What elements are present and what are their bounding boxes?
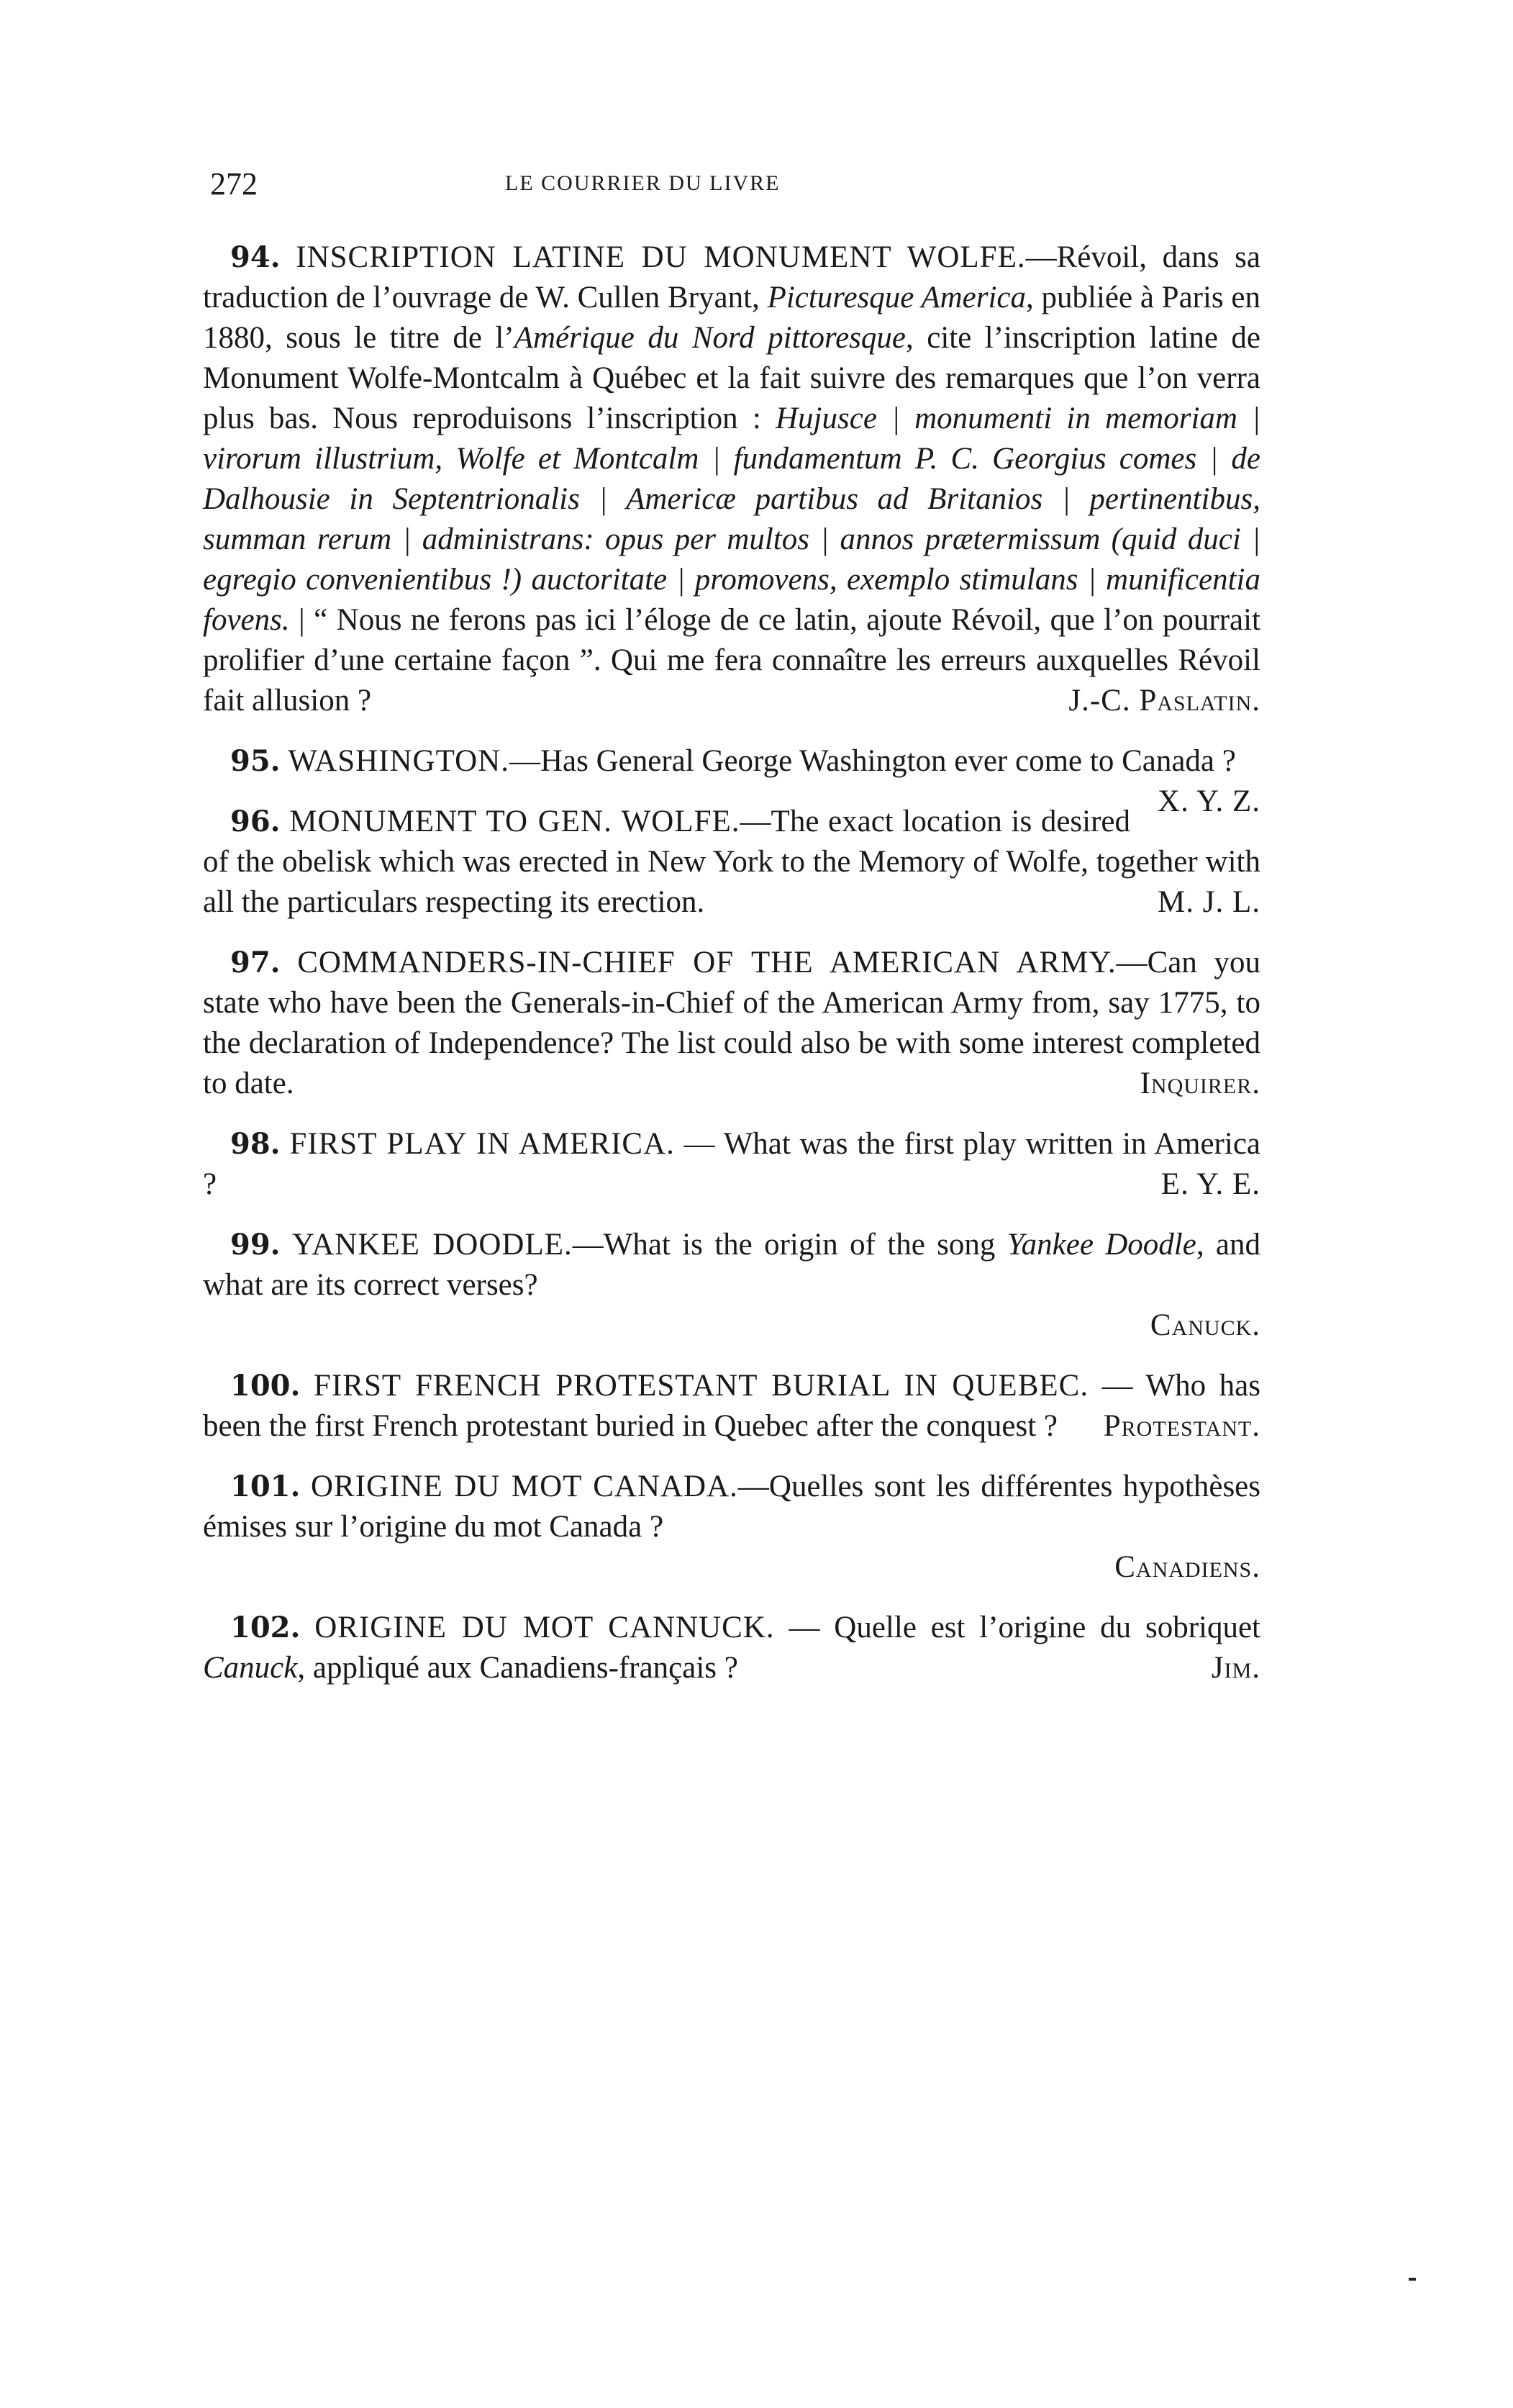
entry-number: 99.: [230, 1228, 281, 1262]
entry-signature: Canadiens.: [1114, 1550, 1260, 1584]
entry-body: | “ Nous ne ferons pas ici l’éloge de ce latin, ajoute Révoil, que l’on pourrait prolifier d’une certaine façon ”. Qui me fera connaître les erreurs auxquelles Révoil fait allusion ?: [203, 603, 1260, 718]
page-number: 272: [210, 166, 258, 202]
entry-102: [203, 1608, 1260, 1688]
entry-97: [203, 943, 1260, 1104]
entry-94-text: [203, 237, 1260, 721]
entry-italic: Hujusce | monumenti in memoriam | virorum illustrium, Wolfe et Montcalm | fundamentum P. C. Georgius comes | de Dalhousie in Septentrionalis | Americæ partibus ad Britanios | pertinentibus, summan rerum | administrans: opus per multos | annos prætermissum (quid duci | egregio convenientibus !) auctoritate | promovens, exemplo stimulans | munificentia fovens.: [203, 402, 1260, 637]
entry-number: 95.: [230, 744, 281, 778]
entry-title: INSCRIPTION LATINE DU MONUMENT WOLFE.: [296, 240, 1026, 274]
running-head: LE COURRIER DU LIVRE: [505, 171, 781, 195]
entry-94: [203, 237, 1260, 721]
page-header: [203, 158, 1260, 209]
entry-title: FIRST FRENCH PROTESTANT BURIAL IN QUEBEC.: [314, 1369, 1089, 1403]
entry-title: YANKEE DOODLE.: [291, 1228, 573, 1262]
entry-98: [203, 1124, 1260, 1205]
entry-100: [203, 1366, 1260, 1447]
entry-signature-line: [203, 1547, 1260, 1588]
entry-95: [203, 741, 1260, 818]
entry-italic: Yankee Doodle: [1007, 1228, 1196, 1262]
entry-number: 97.: [230, 946, 281, 979]
entry-body: , appliqué aux Canadiens-français ?: [297, 1651, 738, 1685]
entry-number: 101.: [230, 1470, 301, 1503]
entry-96: [203, 802, 1260, 923]
entry-title: COMMANDERS-IN-CHIEF OF THE AMERICAN ARMY.: [297, 946, 1117, 979]
entry-signature: Protestant.: [1103, 1409, 1260, 1443]
entry-100-text: [203, 1366, 1260, 1447]
entry-98-text: [203, 1124, 1260, 1205]
entry-body: , and what are its correct verses?: [203, 1228, 1260, 1302]
entry-body: —The exact location is desired of the obelisk which was erected in New York to the Memory of Wolfe, together with all the particulars respecting its erection.: [203, 805, 1260, 919]
scan-speck: [1409, 2278, 1416, 2281]
entry-title: MONUMENT TO GEN. WOLFE.: [289, 805, 740, 838]
entry-body: —What is the origin of the song: [572, 1228, 1007, 1262]
entry-99-text: [203, 1225, 1260, 1305]
entry-signature: Inquirer.: [1140, 1067, 1260, 1100]
entry-97-text: [203, 943, 1260, 1104]
entry-96-text: [203, 802, 1260, 923]
entry-body: —Révoil, dans sa traduction de l’ouvrage de W. Cullen Bryant,: [203, 240, 1260, 314]
entry-body: — Who has been the first French protestant buried in Quebec after the conquest ?: [203, 1369, 1260, 1443]
entry-italic: Amérique du Nord pittoresque: [514, 321, 907, 355]
entry-signature: J.-C. Paslatin.: [1068, 684, 1260, 718]
entry-italic: Canuck: [203, 1651, 298, 1685]
entry-signature: X. Y. Z.: [1158, 784, 1260, 818]
entry-101: [203, 1467, 1260, 1588]
entry-title: ORIGINE DU MOT CANADA.: [310, 1470, 738, 1503]
entry-signature: Jim.: [1211, 1651, 1260, 1685]
entry-101-text: [203, 1467, 1260, 1547]
entry-number: 94.: [230, 240, 281, 274]
entry-italic: Picturesque America: [767, 281, 1026, 314]
entry-102-text: [203, 1608, 1260, 1688]
entry-body: — Quelle est l’origine du sobriquet: [774, 1611, 1260, 1644]
entry-body: , cite l’inscription latine de Monument Wolfe-Montcalm à Québec et la fait suivre des remarques que l’on verra plus bas. Nous reproduisons l’inscription :: [203, 321, 1261, 435]
entry-number: 100.: [230, 1369, 301, 1403]
entry-body: —Quelles sont les différentes hypothèses émises sur l’origine du mot Canada ?: [203, 1470, 1261, 1544]
entry-95-text: [203, 741, 1260, 818]
entry-signature: E. Y. E.: [1160, 1167, 1260, 1201]
entry-number: 98.: [230, 1127, 281, 1161]
entry-body: —Can you state who have been the Generals-in-Chief of the American Army from, say 1775, to the declaration of Independence? The list could also be with some interest completed to date.: [203, 946, 1260, 1100]
entry-number: 102.: [230, 1611, 301, 1644]
entry-body: — What was the first play written in America ?: [203, 1127, 1260, 1201]
entry-signature-line: [203, 1305, 1260, 1346]
entry-title: ORIGINE DU MOT CANNUCK.: [314, 1611, 775, 1644]
entry-title: FIRST PLAY IN AMERICA.: [289, 1127, 675, 1161]
entry-number: 96.: [230, 805, 281, 838]
entry-signature: M. J. L.: [1158, 885, 1260, 919]
entry-title: WASHINGTON.: [288, 744, 509, 778]
entry-body: , publiée à Paris en 1880, sous le titre de l’: [203, 281, 1260, 355]
entry-body: —Has General George Washington ever come to Canada ?: [509, 744, 1236, 778]
entry-signature: Canuck.: [1150, 1308, 1260, 1342]
entry-99: [203, 1225, 1260, 1346]
page: [203, 158, 1260, 1708]
